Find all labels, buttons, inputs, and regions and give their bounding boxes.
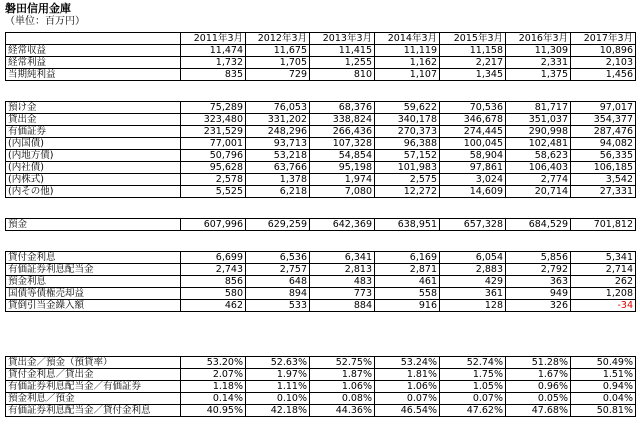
value-cell: 287,476 bbox=[571, 126, 636, 138]
value-cell: 11,415 bbox=[310, 45, 375, 57]
row-label: 経常収益 bbox=[6, 45, 181, 57]
value-cell: 5,525 bbox=[181, 186, 246, 198]
table-row bbox=[6, 174, 636, 186]
value-cell: 5,856 bbox=[506, 252, 571, 264]
table-row bbox=[6, 405, 636, 417]
value-cell: 231,529 bbox=[181, 126, 246, 138]
value-cell: 46.54% bbox=[375, 405, 440, 417]
value-cell: 835 bbox=[181, 69, 246, 81]
spacer-cell bbox=[6, 231, 636, 252]
value-cell: 361 bbox=[440, 288, 506, 300]
table-row bbox=[6, 252, 636, 264]
value-cell: 2,883 bbox=[440, 264, 506, 276]
value-cell: 1,345 bbox=[440, 69, 506, 81]
value-cell: 894 bbox=[246, 288, 310, 300]
column-header: 2011年3月 bbox=[181, 33, 246, 45]
value-cell: 354,377 bbox=[571, 114, 636, 126]
table-row bbox=[6, 114, 636, 126]
header-corner bbox=[6, 33, 181, 45]
value-cell: 483 bbox=[310, 276, 375, 288]
value-cell: 0.05% bbox=[506, 393, 571, 405]
value-cell: 1.06% bbox=[310, 381, 375, 393]
value-cell: 40.95% bbox=[181, 405, 246, 417]
row-label: 国債等債権売却益 bbox=[6, 288, 181, 300]
value-cell: 96,388 bbox=[375, 138, 440, 150]
value-cell: 2,792 bbox=[506, 264, 571, 276]
table-row bbox=[6, 393, 636, 405]
table-row bbox=[6, 162, 636, 174]
table-row bbox=[6, 381, 636, 393]
value-cell: 95,628 bbox=[181, 162, 246, 174]
row-label: 預金 bbox=[6, 219, 181, 231]
table-row bbox=[6, 69, 636, 81]
value-cell: 580 bbox=[181, 288, 246, 300]
value-cell: 97,017 bbox=[571, 102, 636, 114]
value-cell: 50.81% bbox=[571, 405, 636, 417]
value-cell: 0.04% bbox=[571, 393, 636, 405]
value-cell: 53.24% bbox=[375, 357, 440, 369]
value-cell: 2,103 bbox=[571, 57, 636, 69]
value-cell: 0.08% bbox=[310, 393, 375, 405]
row-label: 貸出金／預金（預貸率） bbox=[6, 357, 181, 369]
value-cell: 11,158 bbox=[440, 45, 506, 57]
value-cell: 346,678 bbox=[440, 114, 506, 126]
value-cell: 6,218 bbox=[246, 186, 310, 198]
value-cell: 1.97% bbox=[246, 369, 310, 381]
value-cell: 54,854 bbox=[310, 150, 375, 162]
row-label: (内地方債) bbox=[6, 150, 181, 162]
value-cell: 0.07% bbox=[440, 393, 506, 405]
value-cell: 1.51% bbox=[571, 369, 636, 381]
spacer-row bbox=[6, 231, 636, 252]
value-cell: 1,974 bbox=[310, 174, 375, 186]
value-cell: 11,119 bbox=[375, 45, 440, 57]
spacer-row bbox=[6, 81, 636, 102]
value-cell: 93,713 bbox=[246, 138, 310, 150]
column-header: 2016年3月 bbox=[506, 33, 571, 45]
value-cell: 2,578 bbox=[181, 174, 246, 186]
value-cell: 2,217 bbox=[440, 57, 506, 69]
value-cell: 331,202 bbox=[246, 114, 310, 126]
value-cell: 773 bbox=[310, 288, 375, 300]
value-cell: 262 bbox=[571, 276, 636, 288]
value-cell: 462 bbox=[181, 300, 246, 312]
row-label: 貸倒引当金繰入額 bbox=[6, 300, 181, 312]
value-cell: 95,198 bbox=[310, 162, 375, 174]
value-cell: 0.94% bbox=[571, 381, 636, 393]
value-cell: 2.07% bbox=[181, 369, 246, 381]
spacer-row bbox=[6, 198, 636, 219]
value-cell: 11,675 bbox=[246, 45, 310, 57]
value-cell: 56,335 bbox=[571, 150, 636, 162]
value-cell: 63,766 bbox=[246, 162, 310, 174]
page-title: 磐田信用金庫 bbox=[5, 2, 71, 15]
financial-table bbox=[5, 32, 636, 417]
value-cell: 642,369 bbox=[310, 219, 375, 231]
value-cell: 59,622 bbox=[375, 102, 440, 114]
spacer-cell bbox=[6, 81, 636, 102]
value-cell: 1,255 bbox=[310, 57, 375, 69]
table-row bbox=[6, 186, 636, 198]
value-cell: 916 bbox=[375, 300, 440, 312]
value-cell: 1,456 bbox=[571, 69, 636, 81]
value-cell: 2,714 bbox=[571, 264, 636, 276]
value-cell: 1.11% bbox=[246, 381, 310, 393]
value-cell: 50,796 bbox=[181, 150, 246, 162]
value-cell: 648 bbox=[246, 276, 310, 288]
value-cell: 6,536 bbox=[246, 252, 310, 264]
value-cell: 102,481 bbox=[506, 138, 571, 150]
value-cell: 97,861 bbox=[440, 162, 506, 174]
spacer-row bbox=[6, 312, 636, 357]
value-cell: 684,529 bbox=[506, 219, 571, 231]
header-row bbox=[6, 33, 636, 45]
value-cell: 290,998 bbox=[506, 126, 571, 138]
value-cell: 810 bbox=[310, 69, 375, 81]
column-header: 2014年3月 bbox=[375, 33, 440, 45]
value-cell: 47.68% bbox=[506, 405, 571, 417]
value-cell: 58,904 bbox=[440, 150, 506, 162]
value-cell: 1,732 bbox=[181, 57, 246, 69]
value-cell: 70,536 bbox=[440, 102, 506, 114]
value-cell: 629,259 bbox=[246, 219, 310, 231]
value-cell: 14,609 bbox=[440, 186, 506, 198]
value-cell: 42.18% bbox=[246, 405, 310, 417]
value-cell: 0.10% bbox=[246, 393, 310, 405]
value-cell: 10,896 bbox=[571, 45, 636, 57]
value-cell: 106,403 bbox=[506, 162, 571, 174]
row-label: 預金利息／預金 bbox=[6, 393, 181, 405]
value-cell: 128 bbox=[440, 300, 506, 312]
value-cell: 75,289 bbox=[181, 102, 246, 114]
value-cell: 351,037 bbox=[506, 114, 571, 126]
value-cell: 52.74% bbox=[440, 357, 506, 369]
value-cell: 856 bbox=[181, 276, 246, 288]
value-cell: 1.18% bbox=[181, 381, 246, 393]
table-row bbox=[6, 102, 636, 114]
value-cell: 52.75% bbox=[310, 357, 375, 369]
row-label: (内社債) bbox=[6, 162, 181, 174]
table-row bbox=[6, 45, 636, 57]
value-cell: 429 bbox=[440, 276, 506, 288]
table-row bbox=[6, 300, 636, 312]
value-cell: 2,871 bbox=[375, 264, 440, 276]
row-label: 有価証券利息配当金／貸付金利息 bbox=[6, 405, 181, 417]
value-cell: 1,107 bbox=[375, 69, 440, 81]
value-cell: 58,623 bbox=[506, 150, 571, 162]
row-label: (内株式) bbox=[6, 174, 181, 186]
value-cell: 106,185 bbox=[571, 162, 636, 174]
value-cell: 11,309 bbox=[506, 45, 571, 57]
value-cell: 363 bbox=[506, 276, 571, 288]
value-cell: 1.67% bbox=[506, 369, 571, 381]
value-cell: 53,218 bbox=[246, 150, 310, 162]
value-cell: 274,445 bbox=[440, 126, 506, 138]
spacer-cell bbox=[6, 198, 636, 219]
value-cell: 1,162 bbox=[375, 57, 440, 69]
value-cell: 270,373 bbox=[375, 126, 440, 138]
table-row bbox=[6, 57, 636, 69]
table-row bbox=[6, 357, 636, 369]
value-cell: 94,082 bbox=[571, 138, 636, 150]
value-cell: 11,474 bbox=[181, 45, 246, 57]
value-cell: 338,824 bbox=[310, 114, 375, 126]
value-cell: 1,208 bbox=[571, 288, 636, 300]
value-cell: 47.62% bbox=[440, 405, 506, 417]
table-row bbox=[6, 276, 636, 288]
row-label: 経常利益 bbox=[6, 57, 181, 69]
column-header: 2013年3月 bbox=[310, 33, 375, 45]
value-cell: 1,705 bbox=[246, 57, 310, 69]
value-cell: 1.87% bbox=[310, 369, 375, 381]
value-cell: 77,001 bbox=[181, 138, 246, 150]
value-cell: 27,331 bbox=[571, 186, 636, 198]
value-cell: 57,152 bbox=[375, 150, 440, 162]
table-row bbox=[6, 369, 636, 381]
value-cell: 0.14% bbox=[181, 393, 246, 405]
value-cell: 326 bbox=[506, 300, 571, 312]
value-cell: 1,375 bbox=[506, 69, 571, 81]
row-label: 貸出金 bbox=[6, 114, 181, 126]
value-cell: 2,813 bbox=[310, 264, 375, 276]
value-cell: 340,178 bbox=[375, 114, 440, 126]
row-label: (内国債) bbox=[6, 138, 181, 150]
column-header: 2012年3月 bbox=[246, 33, 310, 45]
value-cell: 100,045 bbox=[440, 138, 506, 150]
row-label: 有価証券利息配当金／有価証券 bbox=[6, 381, 181, 393]
value-cell: 50.49% bbox=[571, 357, 636, 369]
value-cell: 2,757 bbox=[246, 264, 310, 276]
row-label: 預け金 bbox=[6, 102, 181, 114]
value-cell: 0.96% bbox=[506, 381, 571, 393]
row-label: 当期純利益 bbox=[6, 69, 181, 81]
row-label: 貸付金利息 bbox=[6, 252, 181, 264]
value-cell: 6,169 bbox=[375, 252, 440, 264]
row-label: (内その他) bbox=[6, 186, 181, 198]
table-row bbox=[6, 150, 636, 162]
value-cell: 657,328 bbox=[440, 219, 506, 231]
value-cell: 266,436 bbox=[310, 126, 375, 138]
value-cell: 1,378 bbox=[246, 174, 310, 186]
table-row bbox=[6, 264, 636, 276]
row-label: 預金利息 bbox=[6, 276, 181, 288]
value-cell: -34 bbox=[571, 300, 636, 312]
value-cell: 6,054 bbox=[440, 252, 506, 264]
value-cell: 2,331 bbox=[506, 57, 571, 69]
table-row bbox=[6, 288, 636, 300]
unit-label: （単位：百万円） bbox=[5, 16, 85, 27]
value-cell: 5,341 bbox=[571, 252, 636, 264]
value-cell: 949 bbox=[506, 288, 571, 300]
value-cell: 1.06% bbox=[375, 381, 440, 393]
row-label: 有価証券 bbox=[6, 126, 181, 138]
value-cell: 20,714 bbox=[506, 186, 571, 198]
value-cell: 558 bbox=[375, 288, 440, 300]
value-cell: 51.28% bbox=[506, 357, 571, 369]
value-cell: 248,296 bbox=[246, 126, 310, 138]
value-cell: 1.05% bbox=[440, 381, 506, 393]
value-cell: 101,983 bbox=[375, 162, 440, 174]
value-cell: 701,812 bbox=[571, 219, 636, 231]
value-cell: 3,542 bbox=[571, 174, 636, 186]
spacer-cell bbox=[6, 312, 636, 357]
column-header: 2017年3月 bbox=[571, 33, 636, 45]
row-label: 貸付金利息／貸出金 bbox=[6, 369, 181, 381]
value-cell: 53.20% bbox=[181, 357, 246, 369]
value-cell: 107,328 bbox=[310, 138, 375, 150]
table-row bbox=[6, 138, 636, 150]
row-label: 有価証券利息配当金 bbox=[6, 264, 181, 276]
value-cell: 76,053 bbox=[246, 102, 310, 114]
value-cell: 607,996 bbox=[181, 219, 246, 231]
value-cell: 533 bbox=[246, 300, 310, 312]
value-cell: 1.75% bbox=[440, 369, 506, 381]
value-cell: 1.81% bbox=[375, 369, 440, 381]
value-cell: 884 bbox=[310, 300, 375, 312]
value-cell: 2,774 bbox=[506, 174, 571, 186]
value-cell: 6,699 bbox=[181, 252, 246, 264]
table-row bbox=[6, 219, 636, 231]
value-cell: 52.63% bbox=[246, 357, 310, 369]
value-cell: 44.36% bbox=[310, 405, 375, 417]
value-cell: 461 bbox=[375, 276, 440, 288]
value-cell: 3,024 bbox=[440, 174, 506, 186]
column-header: 2015年3月 bbox=[440, 33, 506, 45]
value-cell: 2,743 bbox=[181, 264, 246, 276]
value-cell: 68,376 bbox=[310, 102, 375, 114]
value-cell: 2,575 bbox=[375, 174, 440, 186]
value-cell: 729 bbox=[246, 69, 310, 81]
value-cell: 7,080 bbox=[310, 186, 375, 198]
value-cell: 638,951 bbox=[375, 219, 440, 231]
value-cell: 323,480 bbox=[181, 114, 246, 126]
value-cell: 81,717 bbox=[506, 102, 571, 114]
table-row bbox=[6, 126, 636, 138]
value-cell: 6,341 bbox=[310, 252, 375, 264]
value-cell: 0.07% bbox=[375, 393, 440, 405]
value-cell: 12,272 bbox=[375, 186, 440, 198]
